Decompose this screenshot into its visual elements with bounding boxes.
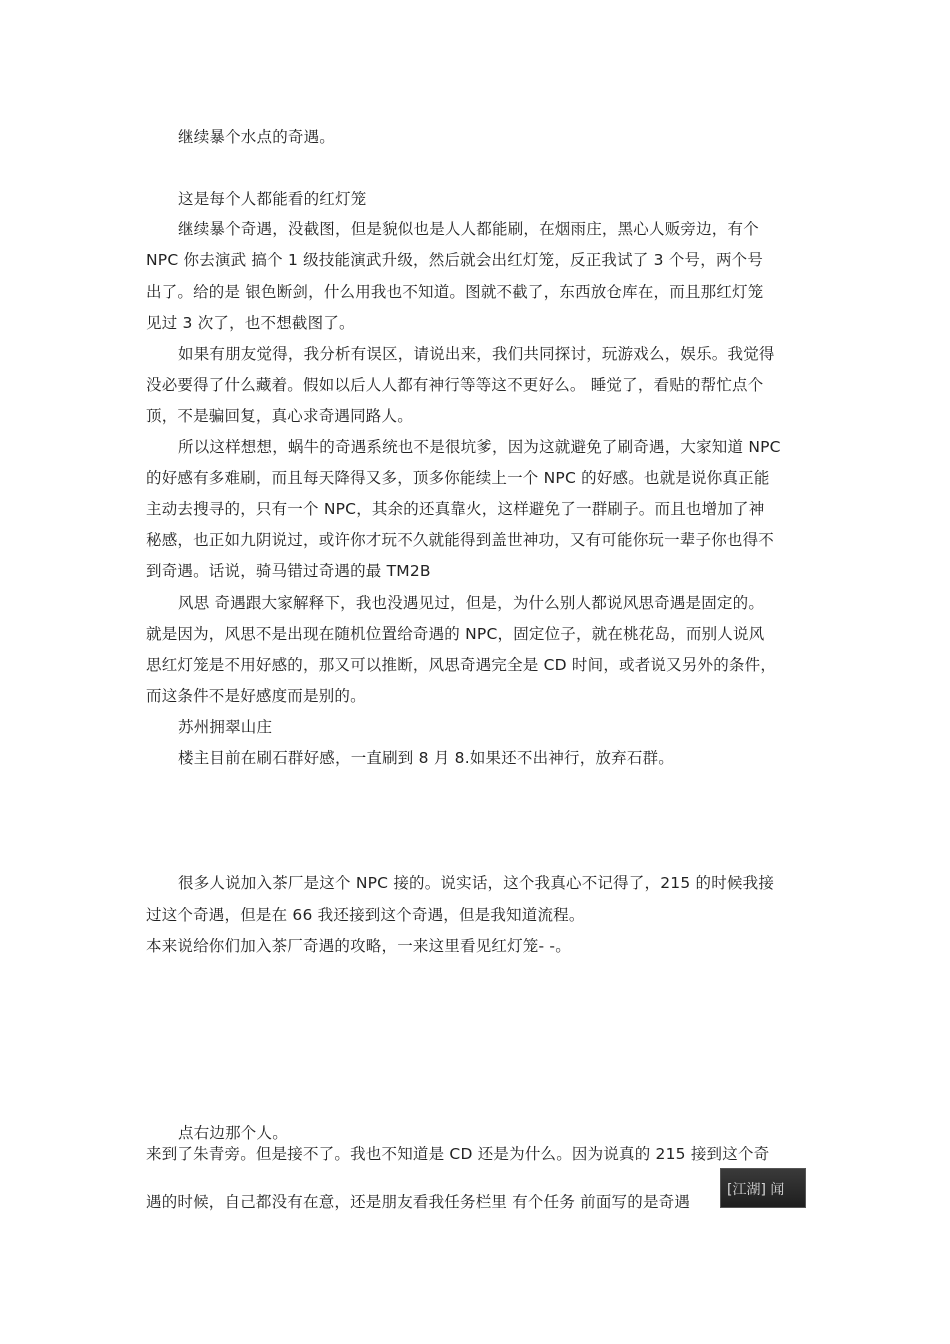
paragraph-line: 而这条件不是好感度而是别的。: [146, 687, 366, 705]
section-heading: 苏州拥翠山庄: [178, 718, 273, 736]
paragraph-line: 继续暴个水点的奇遇。: [178, 128, 336, 146]
paragraph-line: 出了。给的是 银色断剑，什么用我也不知道。图就不截了，东西放仓库在，而且那红灯笼: [146, 283, 764, 301]
paragraph-line: 楼主目前在刷石群好感，一直刷到 8 月 8.如果还不出神行，放弃石群。: [178, 749, 674, 767]
paragraph-line: 秘感，也正如九阴说过，或许你才玩不久就能得到盖世神功，又有可能你玩一辈子你也得不: [146, 531, 775, 549]
paragraph-line: 过这个奇遇，但是在 66 我还接到这个奇遇，但是我知道流程。: [146, 906, 585, 924]
paragraph-line: 来到了朱青旁。但是接不了。我也不知道是 CD 还是为什么。因为说真的 215 接到这个奇: [146, 1145, 770, 1163]
paragraph-line: 继续暴个奇遇，没截图，但是貌似也是人人都能刷，在烟雨庄，黑心人贩旁边，有个: [178, 220, 759, 238]
paragraph-line: 很多人说加入茶厂是这个 NPC 接的。说实话，这个我真心不记得了，215 的时候我接: [178, 874, 775, 892]
game-chat-text: [江湖] 闻: [727, 1182, 785, 1198]
paragraph-line: 遇的时候，自己都没有在意，还是朋友看我任务栏里 有个任务 前面写的是奇遇: [146, 1193, 691, 1211]
paragraph-line: 如果有朋友觉得，我分析有误区，请说出来，我们共同探讨，玩游戏么，娱乐。我觉得: [178, 345, 775, 363]
paragraph-line: 见过 3 次了，也不想截图了。: [146, 314, 355, 332]
section-heading: 这是每个人都能看的红灯笼: [178, 190, 367, 208]
paragraph-line: 的好感有多难刷，而且每天降得又多，顶多你能续上一个 NPC 的好感。也就是说你真正能: [146, 469, 770, 487]
paragraph-line: 顶，不是骗回复，真心求奇遇同路人。: [146, 407, 413, 425]
game-screenshot-snippet: [720, 1168, 806, 1208]
paragraph-line: 点右边那个人。: [178, 1124, 288, 1142]
paragraph-line: NPC 你去演武 搞个 1 级技能演武升级，然后就会出红灯笼，反正我试了 3 个号，两个号: [146, 251, 764, 269]
paragraph-line: 所以这样想想，蜗牛的奇遇系统也不是很坑爹，因为这就避免了刷奇遇，大家知道 NPC: [178, 438, 781, 456]
paragraph-line: 主动去搜寻的，只有一个 NPC，其余的还真靠火，这样避免了一群刷子。而且也增加了神: [146, 500, 765, 518]
paragraph-line: 本来说给你们加入茶厂奇遇的攻略，一来这里看见红灯笼- -。: [146, 937, 571, 955]
paragraph-line: 没必要得了什么藏着。假如以后人人都有神行等等这不更好么。 睡觉了，看贴的帮忙点个: [146, 376, 764, 394]
paragraph-line: 思红灯笼是不用好感的，那又可以推断，风思奇遇完全是 CD 时间，或者说又另外的条件，: [146, 656, 777, 674]
paragraph-line: 就是因为，风思不是出现在随机位置给奇遇的 NPC，固定位子，就在桃花岛，而别人说风: [146, 625, 765, 643]
paragraph-line: 到奇遇。话说，骑马错过奇遇的最 TM2B: [146, 562, 431, 580]
paragraph-line: 风思 奇遇跟大家解释下，我也没遇见过，但是，为什么别人都说风思奇遇是固定的。: [178, 594, 765, 612]
